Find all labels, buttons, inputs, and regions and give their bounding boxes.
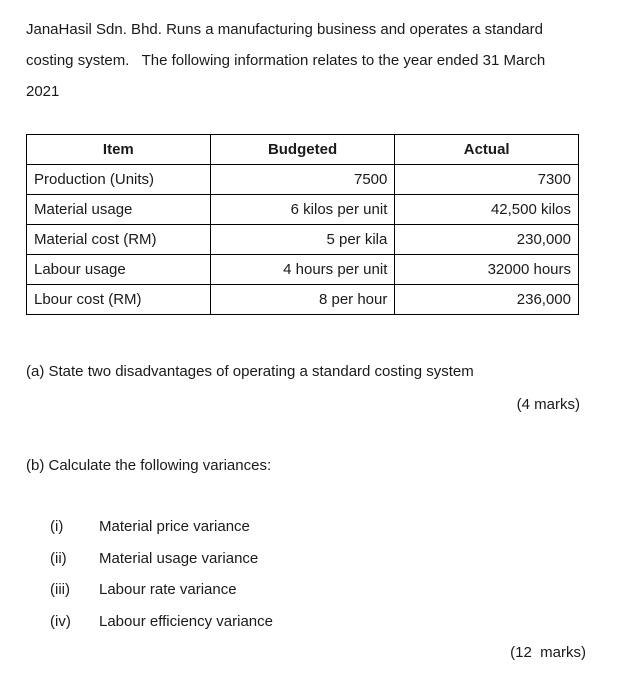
budget-actual-table — [26, 134, 579, 315]
row-actual: 236,000 — [395, 285, 579, 315]
table-row — [27, 165, 579, 195]
row-item: Material usage — [27, 195, 211, 225]
question-b-marks: (12 marks) — [510, 644, 586, 661]
list-item-label: Material usage variance — [99, 549, 259, 567]
list-item-number: (iv) — [50, 612, 71, 630]
row-actual: 7300 — [395, 165, 579, 195]
table-row — [27, 285, 579, 315]
table-header-row — [27, 135, 579, 165]
list-item — [50, 518, 273, 550]
question-a-marks: (4 marks) — [516, 396, 580, 413]
row-item: Production (Units) — [27, 165, 211, 195]
row-budgeted: 5 per kila — [210, 225, 395, 255]
row-budgeted: 6 kilos per unit — [210, 195, 395, 225]
row-item: Lbour cost (RM) — [27, 285, 211, 315]
header-item: Item — [27, 135, 211, 165]
intro-line-1: JanaHasil Sdn. Bhd. Runs a manufacturing business and operates a standard — [26, 21, 543, 38]
list-item-number: (i) — [50, 518, 64, 535]
list-item — [50, 613, 273, 645]
list-item-number: (iii) — [50, 581, 70, 598]
row-item: Material cost (RM) — [27, 225, 211, 255]
variance-list — [50, 518, 273, 644]
intro-paragraph — [26, 14, 596, 107]
row-actual: 42,500 kilos — [395, 195, 579, 225]
row-item: Labour usage — [27, 255, 211, 285]
header-budgeted: Budgeted — [210, 135, 395, 165]
question-b-text: (b) Calculate the following variances: — [26, 457, 272, 474]
intro-line-3: 2021 — [26, 83, 60, 100]
list-item-label: Labour rate variance — [99, 581, 237, 598]
table-row — [27, 195, 579, 225]
row-actual: 32000 hours — [395, 255, 579, 285]
list-item — [50, 581, 273, 613]
list-item-number: (ii) — [50, 549, 67, 567]
row-budgeted: 8 per hour — [210, 285, 395, 315]
list-item-label: Labour efficiency variance — [99, 612, 273, 630]
list-item — [50, 550, 273, 582]
intro-line-2: costing system. The following information relates to the year ended 31 March — [26, 52, 546, 69]
row-actual: 230,000 — [395, 225, 579, 255]
row-budgeted: 4 hours per unit — [210, 255, 395, 285]
table-row — [27, 255, 579, 285]
question-a-text: (a) State two disadvantages of operating a standard costing system — [26, 363, 474, 380]
list-item-label: Material price variance — [99, 518, 250, 535]
table-row — [27, 225, 579, 255]
row-budgeted: 7500 — [210, 165, 395, 195]
header-actual: Actual — [395, 135, 579, 165]
